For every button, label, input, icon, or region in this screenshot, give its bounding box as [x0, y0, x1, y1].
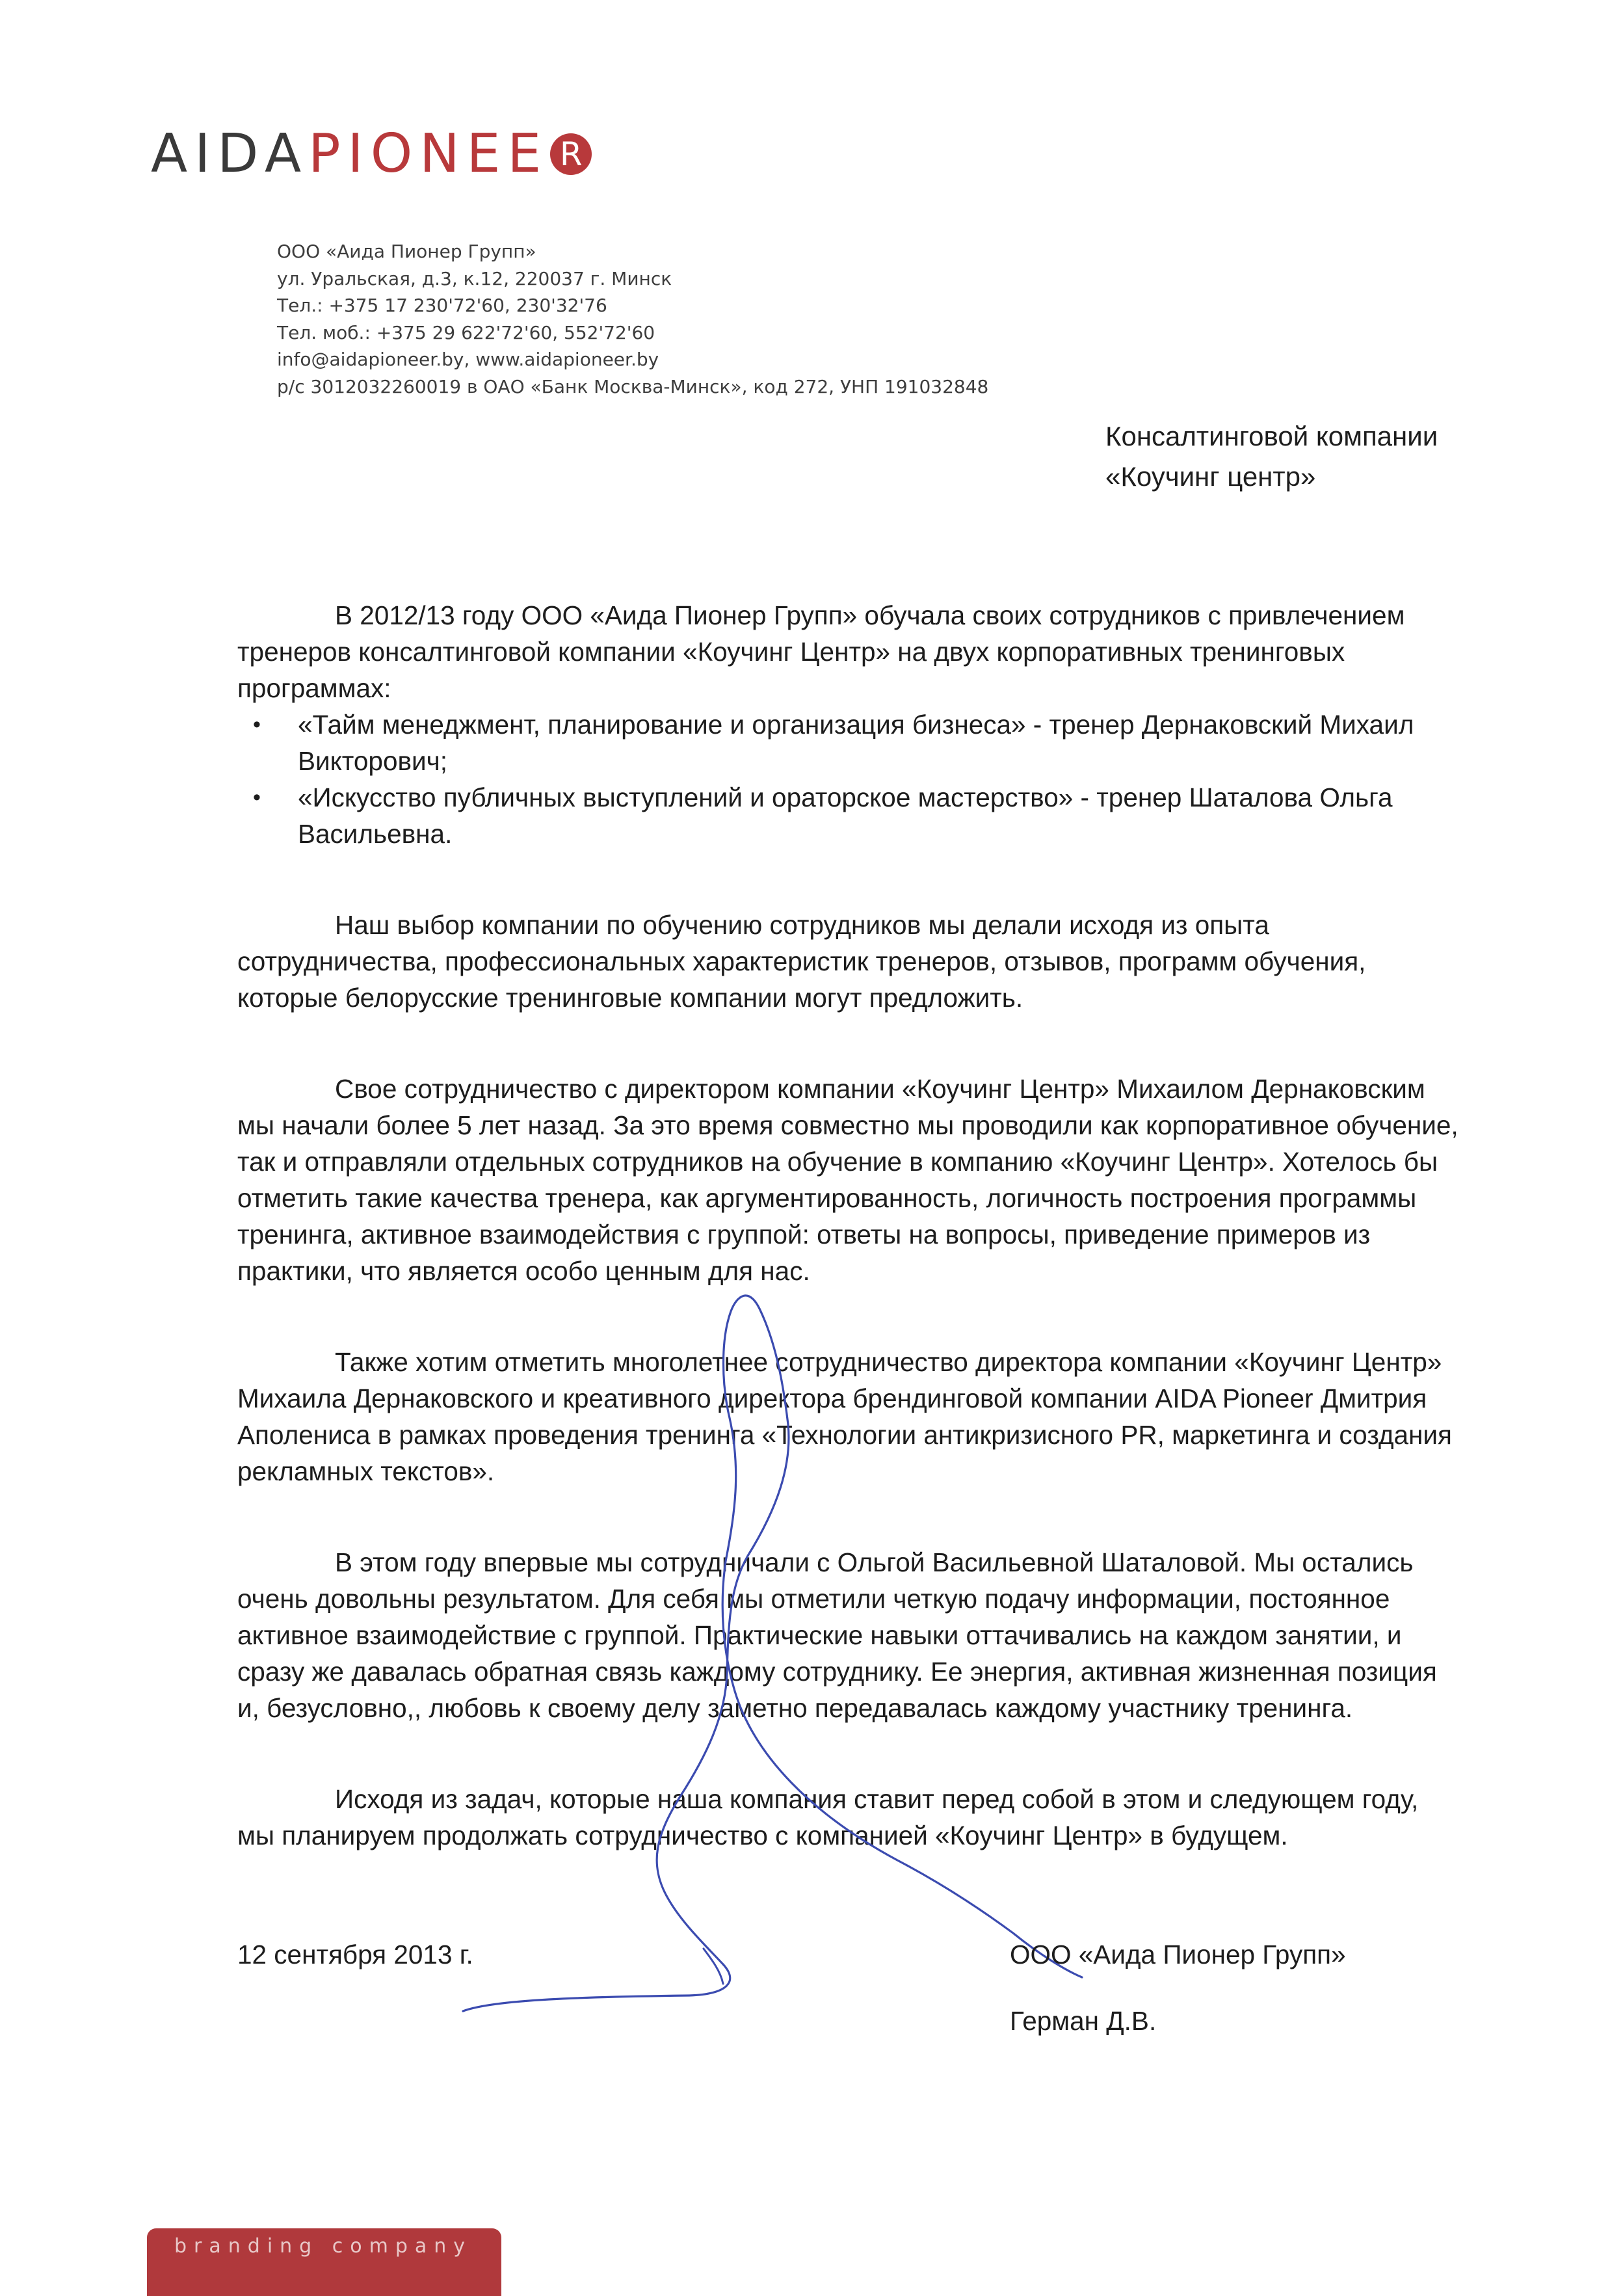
- logo-text-aida: AIDA: [151, 123, 309, 185]
- text-line: активное взаимодействие с группой. Практические навыки оттачивались на каждом занятии, и: [237, 1620, 1402, 1650]
- text-line: которые белорусские тренинговые компании могут предложить.: [237, 983, 1023, 1013]
- text-line: «Тайм менеджмент, планирование и организация бизнеса» - тренер Дернаковский Михаил: [298, 710, 1414, 740]
- footer-tagline: branding company: [174, 2235, 473, 2258]
- text-line: мы начали более 5 лет назад. За это время совместно мы проводили как корпоративное обучение,: [237, 1110, 1458, 1140]
- company-requisites: [277, 238, 988, 400]
- text-line: Аполениса в рамках проведения тренинга «Технологии антикризисного PR, маркетинга и создания: [237, 1420, 1452, 1450]
- logo-badge-r: R: [550, 133, 592, 175]
- text-line: и, безусловно,, любовь к своему делу заметно передавалась каждому участнику тренинга.: [237, 1693, 1353, 1723]
- requisites-email-web: info@aidapioneer.by, www.aidapioneer.by: [277, 349, 659, 370]
- text-line: отметить такие качества тренера, как аргументированность, логичность построения программы: [237, 1183, 1417, 1213]
- text-line: рекламных текстов».: [237, 1456, 495, 1486]
- requisites-company-name: ООО «Аида Пионер Групп»: [277, 241, 536, 262]
- text-line: мы планируем продолжать сотрудничество с компанией «Коучинг Центр» в будущем.: [237, 1821, 1288, 1850]
- text-line: тренеров консалтинговой компании «Коучинг Центр» на двух корпоративных тренинговых: [237, 637, 1345, 667]
- paragraph-intro: [237, 597, 1525, 706]
- paragraph-cooperation: [237, 1071, 1525, 1289]
- text-line: Васильевна.: [298, 819, 453, 849]
- requisites-phone: Тел.: +375 17 230'72'60, 230'32'76: [277, 295, 607, 316]
- text-line: так и отправляли отдельных сотрудников на обучение в компанию «Коучинг Центр». Хотелось бы: [237, 1147, 1438, 1177]
- signing-company: ООО «Аида Пионер Групп»: [1010, 1940, 1346, 1969]
- paragraph-plans: [237, 1781, 1525, 1854]
- company-logo: [151, 123, 592, 185]
- text-line: В 2012/13 году ООО «Аида Пионер Групп» обучала своих сотрудников с привлечением: [335, 600, 1405, 630]
- addressee-line: Консалтинговой компании: [1105, 421, 1438, 451]
- text-line: Михаила Дернаковского и креативного директора брендинговой компании AIDA Pioneer Дмитрия: [237, 1383, 1427, 1413]
- addressee-block: [1105, 416, 1438, 497]
- text-line: очень довольны результатом. Для себя мы отметили четкую подачу информации, постоянное: [237, 1584, 1390, 1614]
- text-line: Свое сотрудничество с директором компании «Коучинг Центр» Михаилом Дернаковским: [335, 1074, 1425, 1104]
- requisites-mobile: Тел. моб.: +375 29 622'72'60, 552'72'60: [277, 321, 655, 343]
- training-list: [237, 706, 1525, 852]
- signer-name: Герман Д.В.: [1010, 2006, 1157, 2036]
- text-line: сразу же давалась обратная связь каждому сотруднику. Ее энергия, активная жизненная позиция: [237, 1657, 1437, 1687]
- letter-body: [237, 597, 1525, 1854]
- text-line: «Искусство публичных выступлений и ораторское мастерство» - тренер Шаталова Ольга: [298, 782, 1393, 812]
- logo-text-pioneer: PIONEE: [308, 123, 549, 185]
- text-line: Викторович;: [298, 746, 447, 776]
- requisites-bank-account: р/с 3012032260019 в ОАО «Банк Москва-Минск», код 272, УНП 191032848: [277, 375, 989, 397]
- text-line: Наш выбор компании по обучению сотрудников мы делали исходя из опыта: [335, 910, 1269, 940]
- requisites-address: ул. Уральская, д.3, к.12, 220037 г. Минск: [277, 267, 672, 289]
- training-list-item: [237, 779, 1525, 852]
- bullet-marker: •: [253, 712, 261, 737]
- text-line: программах:: [237, 673, 391, 703]
- text-line: тренинга, активное взаимодействия с группой: ответы на вопросы, приведение примеров из: [237, 1220, 1371, 1249]
- bullet-marker: •: [253, 785, 261, 810]
- addressee-line: «Коучинг центр»: [1105, 461, 1316, 492]
- footer-band: [147, 2228, 501, 2296]
- text-line: Исходя из задач, которые наша компания ставит перед собой в этом и следующем году,: [335, 1784, 1419, 1814]
- paragraph-choice: [237, 907, 1525, 1016]
- paragraph-this-year: [237, 1544, 1525, 1726]
- paragraph-long-term: [237, 1344, 1525, 1489]
- letter-date: 12 сентября 2013 г.: [237, 1940, 473, 1969]
- text-line: В этом году впервые мы сотрудничали с Ольгой Васильевной Шаталовой. Мы остались: [335, 1547, 1414, 1577]
- text-line: практики, что является особо ценным для нас.: [237, 1256, 810, 1286]
- text-line: Также хотим отметить многолетнее сотрудничество директора компании «Коучинг Центр»: [335, 1347, 1442, 1377]
- training-list-item: [237, 706, 1525, 779]
- text-line: сотрудничества, профессиональных характеристик тренеров, отзывов, программ обучения,: [237, 946, 1366, 976]
